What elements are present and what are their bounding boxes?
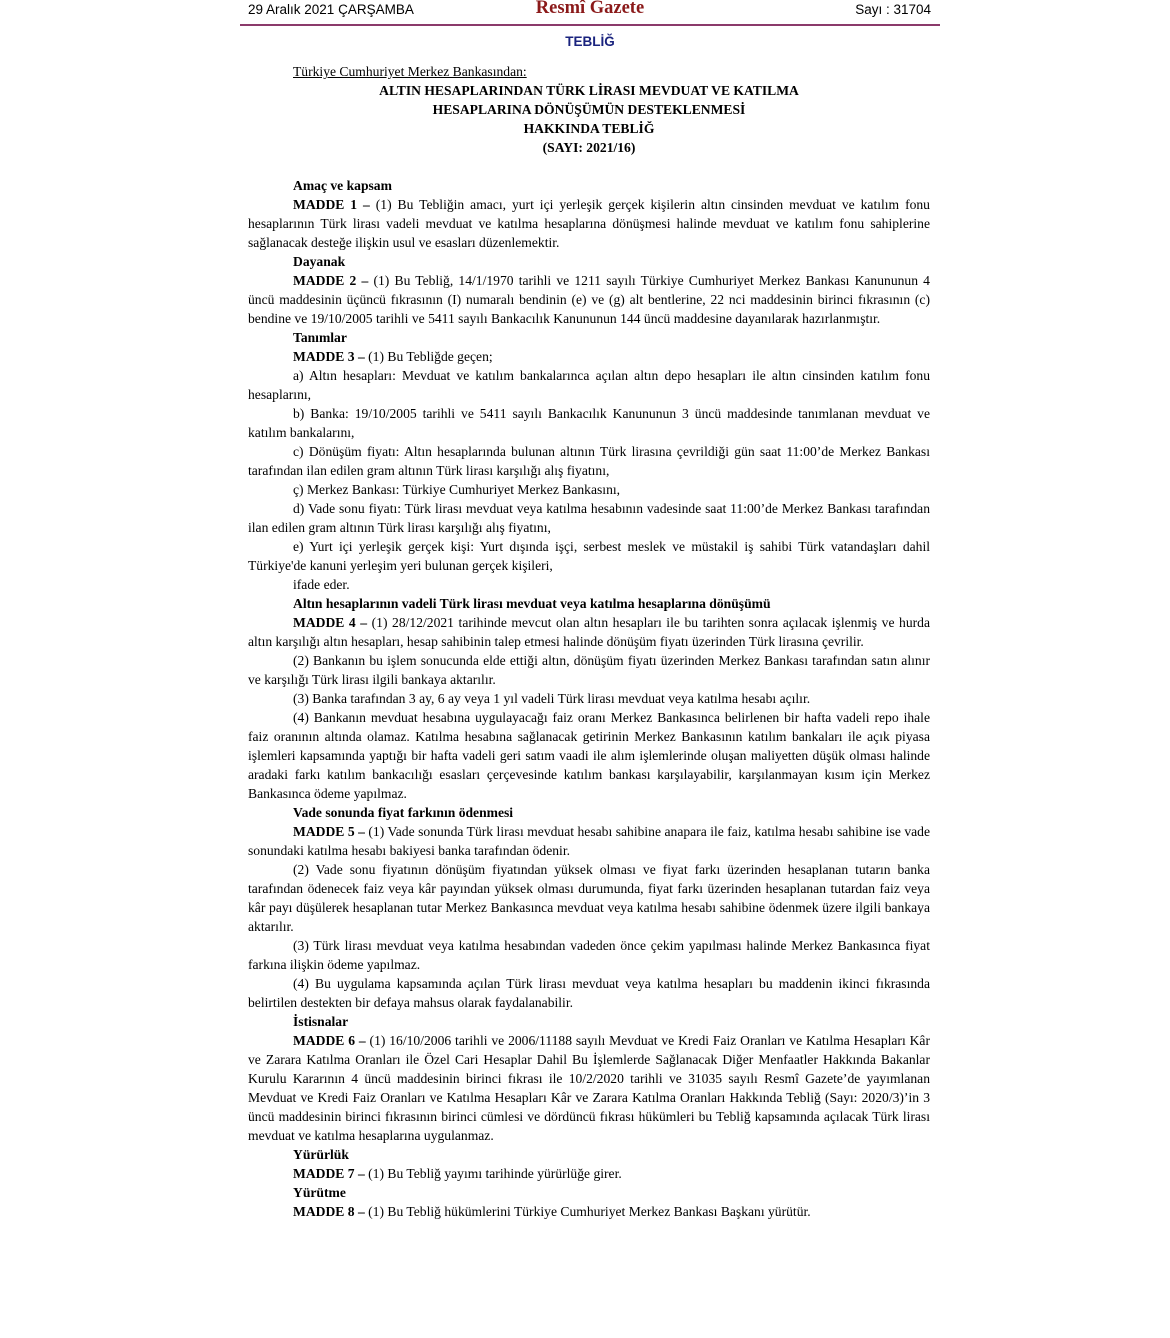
article-text: (1) 16/10/2006 tarihli ve 2006/11188 sayılı Mevduat ve Kredi Faiz Oranları ve Katılma Hesapları Kâr ve Zarara Katılma Oranları ile Özel Cari Hesaplar Dahil Bu İşlemlerde Sağlanacak Diğer Menfaatler Hakkında Bakanlar Kurulu Kararının 4 üncü maddesinin birinci fıkrası ile 10/2/2020 tarihli ve 31035 sayılı Resmî Gazete’de yayımlanan Mevduat ve Kredi Faiz Oranları ve Katılma Hesapları Kâr ve Zarara Katılma Oranları Hakkında Tebliğ (Sayı: 2020/3)’in 3 üncü maddesinin birinci fıkrasının birinci cümlesi ve dördüncü fıkrası hükümleri bu Tebliğ kapsamında açılacak Türk lirası mevduat ve katılma hesaplarına uygulanmaz. — [248, 1033, 930, 1143]
issuer: Türkiye Cumhuriyet Merkez Bankasından: — [293, 64, 527, 79]
article-5 — [248, 822, 930, 860]
title-line: HESAPLARINA DÖNÜŞÜMÜN DESTEKLENMESİ — [432, 102, 746, 117]
article-2 — [248, 271, 930, 328]
article-label: MADDE 3 – — [293, 349, 365, 364]
article-1 — [248, 195, 930, 252]
article-text: (1) 28/12/2021 tarihinde mevcut olan altın hesapları ile bu tarihten sonra açılacak işlenmiş ve hurda altın karşılığı altın hesapları, hesap sahibinin talep etmesi halinde dönüşüm fiyatı üzerinden Türk lirasına çevrilir. — [248, 615, 930, 649]
article-4-para-4: (4) Bankanın mevduat hesabına uygulayacağı faiz oranı Merkez Bankasınca belirlenen bir hafta vadeli repo ihale faiz oranının altında olamaz. Katılma hesabına sağlanacak getirinin Merkez Bankasının katılım bankaları ile açık piyasa işlemleri kapsamında yaptığı bir hafta vadeli geri satım vaadi ile alım işlemlerinde oluşan maliyetten düşük olması halinde aradaki farkı katılım bankacılığı esasları çerçevesinde katılım bankası karşılayabilir, karşılanmayan kısım için Merkez Bankasınca ödeme yapılmaz. — [248, 710, 930, 801]
heading-yururluk: Yürürlük — [293, 1147, 349, 1162]
article-6 — [248, 1031, 930, 1145]
article-label: MADDE 1 – — [293, 197, 370, 212]
article-text: (1) Vade sonunda Türk lirası mevduat hesabı sahibine anapara ile faiz, katılma hesabı sahibine ise vade sonundaki katılma hesabı bakiyesi banka tarafından ödenir. — [248, 824, 930, 858]
article-7 — [248, 1164, 930, 1183]
title-line: (SAYI: 2021/16) — [542, 140, 636, 155]
article-label: MADDE 6 – — [293, 1033, 366, 1048]
article-text: (1) Bu Tebliğ hükümlerini Türkiye Cumhuriyet Merkez Bankası Başkanı yürütür. — [364, 1204, 811, 1219]
issue-date: 29 Aralık 2021 ÇARŞAMBA — [248, 2, 414, 17]
section-title: TEBLİĞ — [565, 34, 615, 49]
definition-e: e) Yurt içi yerleşik gerçek kişi: Yurt dışında işçi, serbest meslek ve müstakil iş sahibi Türk vatandaşları dahil Türkiye'de kanuni yerleşim yeri bulunan gerçek kişileri, — [248, 539, 930, 573]
article-text: (1) Bu Tebliğ, 14/1/1970 tarihli ve 1211 sayılı Türkiye Cumhuriyet Merkez Bankası Kanununun 4 üncü maddesinin üçüncü fıkrasının (I) numaralı bendinin (e) ve (g) alt bentlerine, 22 nci maddesinin birinci fıkrasının (c) bendine ve 19/10/2005 tarihli ve 5411 sayılı Bankacılık Kanununun 144 üncü maddesine dayanılarak hazırlanmıştır. — [248, 273, 930, 326]
definition-end: ifade eder. — [293, 577, 350, 592]
heading-fiyat-farki: Vade sonunda fiyat farkının ödenmesi — [293, 805, 514, 820]
definition-cc: ç) Merkez Bankası: Türkiye Cumhuriyet Merkez Bankasını, — [293, 482, 621, 497]
article-5-para-3: (3) Türk lirası mevduat veya katılma hesabından vadeden önce çekim yapılması halinde Merkez Bankasınca fiyat farkına ilişkin ödeme yapılmaz. — [248, 938, 930, 972]
article-5-para-4: (4) Bu uygulama kapsamında açılan Türk lirası mevduat veya katılma hesapları bu maddenin ikinci fıkrasında belirtilen destekten bir defaya mahsus olarak faydalanabilir. — [248, 976, 930, 1010]
article-label: MADDE 2 – — [293, 273, 369, 288]
heading-donusum: Altın hesaplarının vadeli Türk lirası mevduat veya katılma hesaplarına dönüşümü — [293, 596, 771, 611]
heading-yurutme: Yürütme — [293, 1185, 346, 1200]
heading-dayanak: Dayanak — [293, 254, 346, 269]
issue-number: Sayı : 31704 — [855, 2, 931, 17]
spacer — [248, 157, 930, 176]
definition-d: d) Vade sonu fiyatı: Türk lirası mevduat veya katılma hesabının vadesinde saat 11:00’de Merkez Bankası tarafından ilan edilen gram altının Türk lirası karşılığı alış fiyatını, — [248, 501, 930, 535]
definition-a: a) Altın hesapları: Mevduat ve katılım bankalarınca açılan altın depo hesapları ile altın cinsinden katılım fonu hesaplarını, — [248, 368, 930, 402]
article-4-para-3: (3) Banka tarafından 3 ay, 6 ay veya 1 yıl vadeli Türk lirası mevduat veya katılma hesabı açılır. — [293, 691, 811, 706]
article-5-para-2: (2) Vade sonu fiyatının dönüşüm fiyatından yüksek olması ve fiyat farkı üzerinden hesaplanan tutarın banka tarafından ödenecek faiz veya kâr payından yüksek olması durumunda, fiyat farkı üzerinden hesaplanan tutardan faiz veya kâr payı düşülerek hesaplanan tutar Merkez Bankasınca mevduat veya katılma hesabı sahibine ödenmek üzere ilgili bankaya aktarılır. — [248, 862, 930, 934]
article-label: MADDE 8 – — [293, 1204, 365, 1219]
title-line: HAKKINDA TEBLİĞ — [523, 121, 655, 136]
article-3 — [248, 347, 930, 366]
gazette-title: Resmî Gazete — [535, 0, 645, 18]
article-8 — [248, 1202, 930, 1221]
article-text: (1) Bu Tebliğin amacı, yurt içi yerleşik gerçek kişilerin altın cinsinden mevduat ve katılım fonu hesaplarının Türk lirası vadeli mevduat ve katılma hesaplarına dönüşmesi halinde mevduat ve katılım fonu sahiplerine sağlanacak desteğe ilişkin usul ve esasları düzenlemektir. — [248, 197, 930, 250]
document-body — [248, 62, 930, 1221]
heading-istisnalar: İstisnalar — [293, 1014, 349, 1029]
article-4-para-2: (2) Bankanın bu işlem sonucunda elde ettiği altın, dönüşüm fiyatı üzerinden Merkez Bankası tarafından satın alınır ve karşılığı Türk lirası ilgili bankaya aktarılır. — [248, 653, 930, 687]
definition-b: b) Banka: 19/10/2005 tarihli ve 5411 sayılı Bankacılık Kanununun 3 üncü maddesinde tanımlanan mevduat ve katılım bankalarını, — [248, 406, 930, 440]
title-line: ALTIN HESAPLARINDAN TÜRK LİRASI MEVDUAT VE KATILMA — [379, 83, 799, 98]
article-text: (1) Bu Tebliğde geçen; — [364, 349, 493, 364]
article-label: MADDE 4 – — [293, 615, 368, 630]
definition-c: c) Dönüşüm fiyatı: Altın hesaplarında bulunan altının Türk lirasına çevrildiği gün saat 11:00’de Merkez Bankası tarafından ilan edilen gram altının Türk lirası karşılığı alış fiyatını, — [248, 444, 930, 478]
article-label: MADDE 5 – — [293, 824, 365, 839]
gazette-header — [240, 0, 940, 26]
heading-tanimlar: Tanımlar — [293, 330, 347, 345]
article-4 — [248, 613, 930, 651]
heading-amac: Amaç ve kapsam — [293, 178, 392, 193]
article-label: MADDE 7 – — [293, 1166, 365, 1181]
article-text: (1) Bu Tebliğ yayımı tarihinde yürürlüğe girer. — [364, 1166, 622, 1181]
